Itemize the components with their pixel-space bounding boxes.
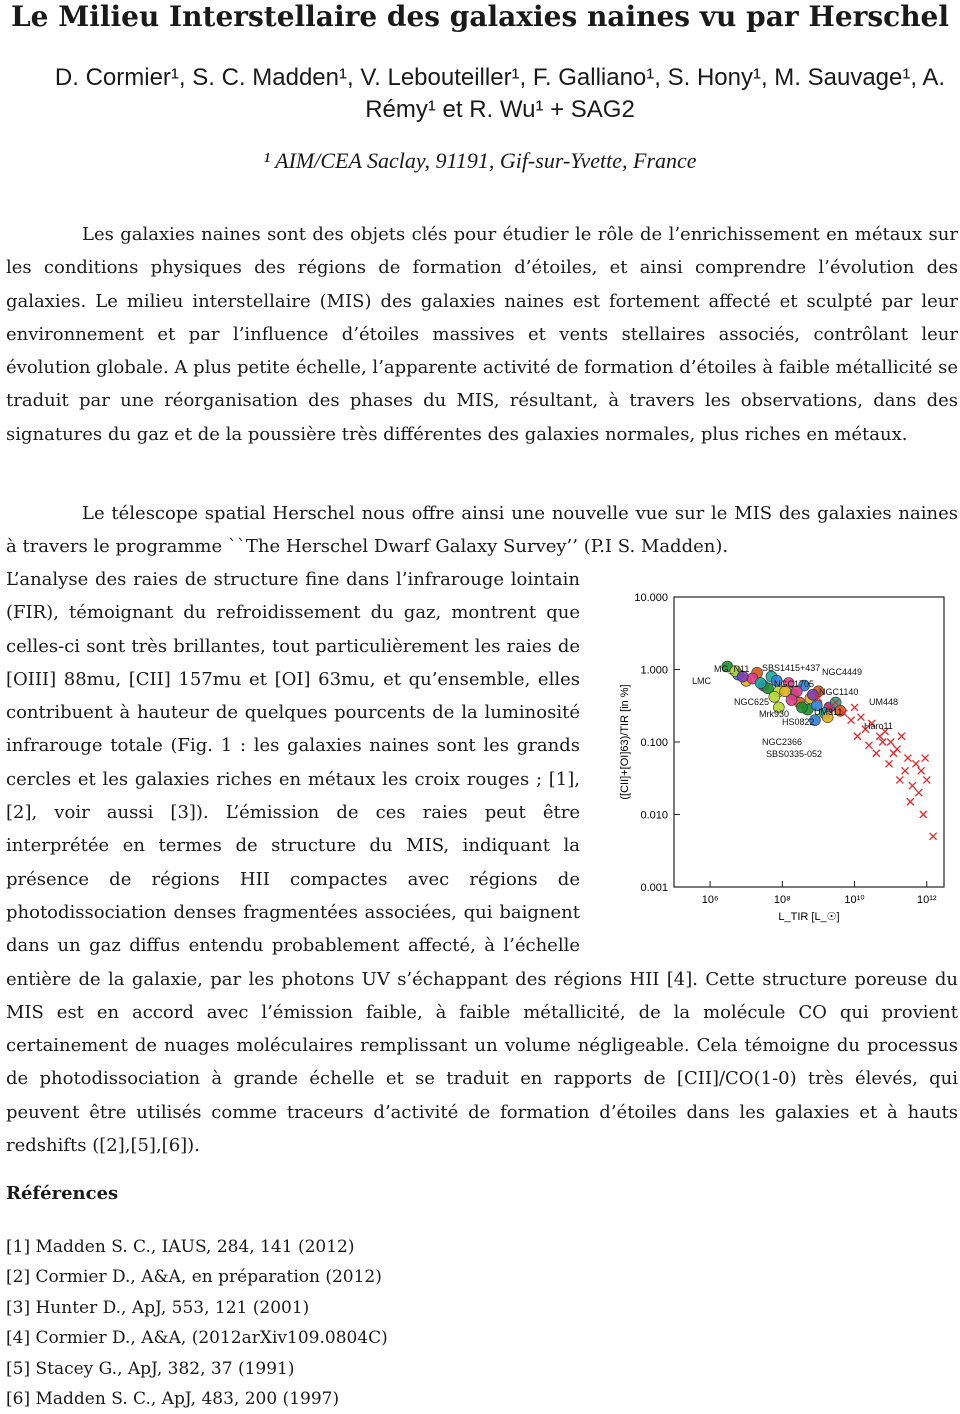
metal-rich-galaxy-point <box>890 750 897 757</box>
author-list: D. Cormier¹, S. C. Madden¹, V. Lebouteiller¹, F. Galliano¹, S. Hony¹, M. Sauvage¹, A. Rémy¹ et R. Wu¹ + SAG2 <box>54 64 946 123</box>
metal-rich-galaxy-point <box>922 755 929 762</box>
x-tick-label: 10⁸ <box>773 894 791 906</box>
metal-rich-galaxy-point <box>851 704 858 711</box>
metal-rich-galaxy-point <box>918 767 925 774</box>
paragraph-herschel: Le télescope spatial Herschel nous offre ainsi une nouvelle vue sur le MIS des galaxies naines à travers le programme ``The Herschel Dwarf Galaxy Survey’’ (P.I S. Madden). <box>6 503 958 558</box>
galaxy-name-label: SBS1415+437 <box>762 663 821 673</box>
metal-rich-galaxy-point <box>873 750 880 757</box>
x-tick-label: 10⁶ <box>701 894 719 906</box>
y-tick-label: 1.000 <box>640 664 668 677</box>
galaxy-name-label: UM448 <box>869 697 899 707</box>
metal-rich-galaxy-point <box>886 760 893 767</box>
reference-item: [4] Cormier D., A&A, (2012arXiv109.0804C) <box>6 1328 388 1349</box>
x-tick-label: 10¹² <box>916 894 937 906</box>
metal-rich-galaxy-point <box>848 717 855 724</box>
metal-rich-galaxy-point <box>865 742 872 749</box>
galaxy-name-label: SBS0335-052 <box>766 749 823 759</box>
metal-rich-galaxy-point <box>904 755 911 762</box>
references-list <box>6 1232 388 1414</box>
y-tick-label: 0.010 <box>640 809 668 822</box>
galaxy-name-label: NGC1140 <box>819 687 859 697</box>
dwarf-galaxy-point <box>786 694 797 705</box>
dwarf-galaxy-point <box>807 689 818 700</box>
metal-rich-galaxy-point <box>902 767 909 774</box>
dwarf-galaxy-point <box>755 678 766 689</box>
chart-annotations <box>692 663 898 759</box>
metal-rich-galaxy-point <box>920 811 927 818</box>
galaxy-name-label: NGC4449 <box>822 667 863 677</box>
galaxy-name-label: UM311 <box>814 707 843 717</box>
galaxy-name-label: NGC625 <box>734 697 770 707</box>
galaxy-name-label: NGC2366 <box>762 737 803 747</box>
plot-frame <box>674 597 944 887</box>
galaxy-name-label: LMC <box>692 676 712 686</box>
galaxy-name-label: MG_N11 <box>714 664 750 674</box>
y-axis-label: ([CII]+[OI]63)/TIR [in %] <box>619 684 631 800</box>
galaxy-name-label: NGC1705 <box>774 679 815 689</box>
metal-rich-galaxy-point <box>907 798 914 805</box>
metal-rich-galaxy-point <box>898 733 905 740</box>
reference-item: [5] Stacey G., ApJ, 382, 37 (1991) <box>6 1358 295 1379</box>
metal-rich-galaxy-point <box>854 733 861 740</box>
figure-1 <box>606 567 958 935</box>
dwarf-galaxy-point <box>796 702 807 713</box>
metal-rich-galaxy-point <box>896 776 903 783</box>
y-tick-label: 0.001 <box>640 882 668 894</box>
scatter-chart <box>606 567 958 935</box>
x-tick-label: 10¹⁰ <box>844 894 865 906</box>
references-heading: Références <box>6 1183 119 1204</box>
reference-item: [6] Madden S. C., ApJ, 483, 200 (1997) <box>6 1389 340 1410</box>
paragraph-analysis-block <box>6 563 958 1162</box>
y-tick-label: 10.000 <box>634 592 668 604</box>
paragraph-analysis: L’analyse des raies de structure fine dans l’infrarouge lointain (FIR), témoignant du refroidissement du gaz, montrent que celles-ci sont très brillantes, tout particulièrement les raies de [OIII] 88mu, [CII] 157mu et [OI] 63mu, et qu’ensemble, elles contribuent à hauteur de quelques pourcents de la luminosité infrarouge totale (Fig. 1 : les galaxies naines sont les grands cercles et les galaxies riches en métaux les croix rouges ; [1],[2], voir aussi [3]). L’émission de ces raies peut être interprétée en termes de structure du MIS, indiquant la présence de régions HII compactes avec régions de photodissociation denses fragmentées associées, qui baignent dans un gaz diffus entendu probablement affecté, à l’échelle entière de la galaxie, par les photons UV s’échappant des régions HII [4]. Cette structure poreuse du MIS est en accord avec l’émission faible, à faible métallicité, de la molécule CO qui provient certainement de nuages moléculaires remplissant un volume négligeable. Cela témoigne du processus de photodissociation à grande échelle et se traduit en rapports de [CII]/CO(1-0) très élevés, qui peuvent être utilisés comme traceurs d’activité de formation d’étoiles dans les galaxies et à hauts redshifts ([2],[5],[6]). <box>6 569 958 1157</box>
metal-rich-galaxy-point <box>909 782 916 789</box>
dwarf-galaxy-point <box>769 691 780 702</box>
galaxy-name-label: HS0822 <box>782 717 815 727</box>
reference-item: [2] Cormier D., A&A, en préparation (2012) <box>6 1267 382 1288</box>
reference-item: [1] Madden S. C., IAUS, 284, 141 (2012) <box>6 1237 355 1257</box>
y-tick-label: 0.100 <box>640 737 668 749</box>
paragraph-intro: Les galaxies naines sont des objets clés pour étudier le rôle de l’enrichissement en métaux sur les conditions physiques des régions de formation d’étoiles, et ainsi comprendre l’évolution des galaxies. Le milieu interstellaire (MIS) des galaxies naines est fortement affecté et sculpté par leur environnement et par l’influence d’étoiles massives et vents stellaires associés, contrôlant leur évolution globale. A plus petite échelle, l’apparente activité de formation d’étoiles à faible métallicité se traduit par une réorganisation des phases du MIS, résultant, à travers les observations, dans des signatures du gaz et de la poussière très différentes des galaxies normales, plus riches en métaux. <box>6 224 958 445</box>
metal-rich-galaxy-point <box>912 760 919 767</box>
affiliation: ¹ AIM/CEA Saclay, 91191, Gif-sur-Yvette, France <box>263 148 697 173</box>
x-axis-label: L_TIR [L_☉] <box>778 911 840 923</box>
page-title: Le Milieu Interstellaire des galaxies naines vu par Herschel <box>10 0 950 33</box>
galaxy-name-label: Mrk930 <box>759 709 790 719</box>
metal-rich-galaxy-point <box>915 789 922 796</box>
metal-rich-galaxy-point <box>930 833 937 840</box>
metal-rich-galaxy-point <box>887 739 894 746</box>
galaxy-name-label: Haro11 <box>864 721 893 731</box>
metal-rich-galaxy-point <box>923 776 930 783</box>
reference-item: [3] Hunter D., ApJ, 553, 121 (2001) <box>6 1297 310 1318</box>
metal-rich-galaxy-point <box>857 714 864 721</box>
